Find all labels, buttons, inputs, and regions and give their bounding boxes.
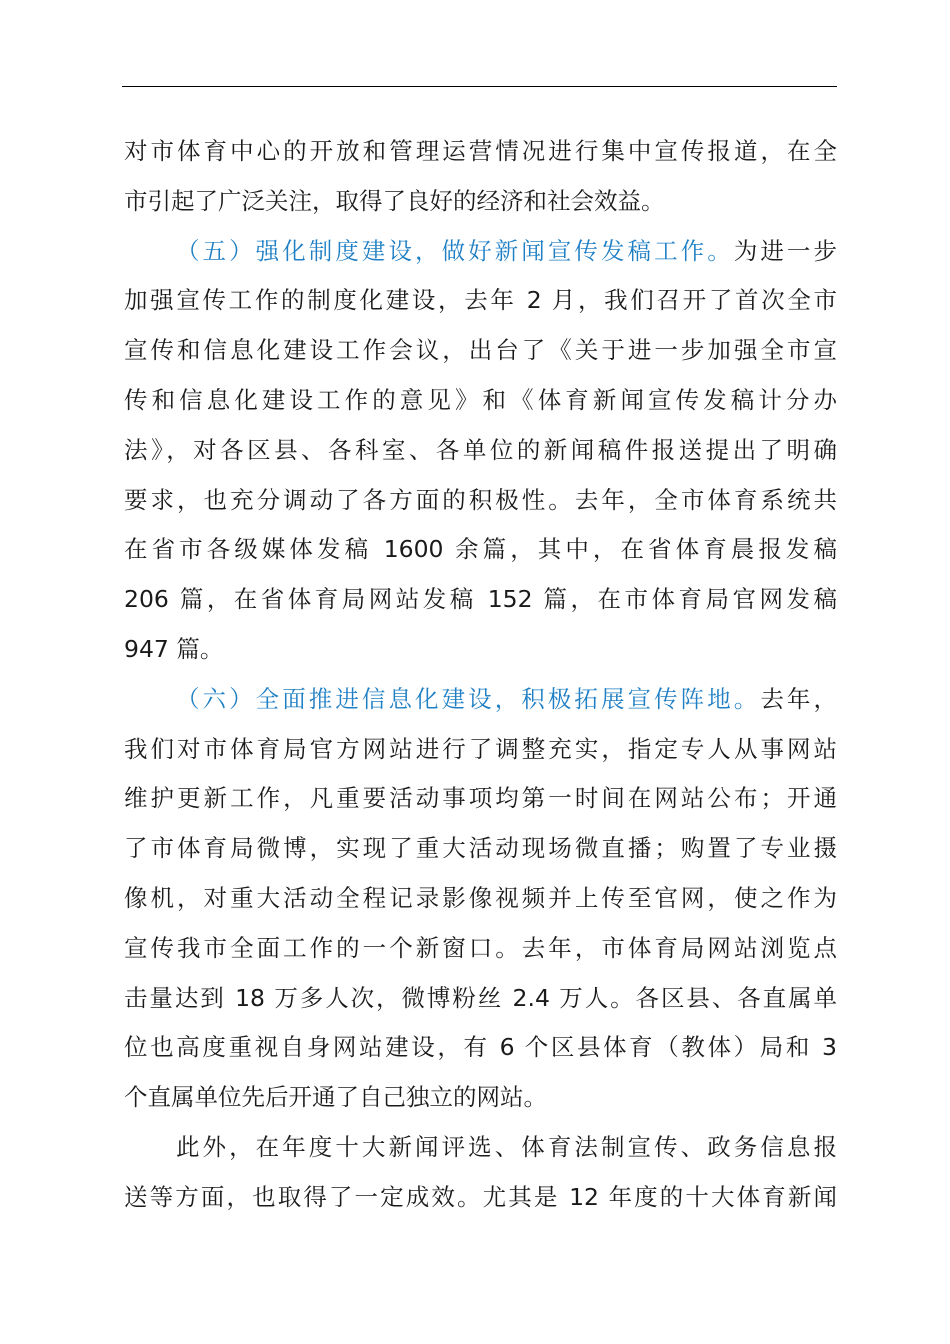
text-line: 947 篇。 [124,634,224,663]
text-line: 宣传和信息化建设工作会议，出台了《关于进一步加强全市宣 [124,336,837,365]
text-line: 对市体育中心的开放和管理运营情况进行集中宣传报道，在全 [124,137,837,165]
text-line: 位也高度重视自身网站建设，有 6 个区县体育（教体）局和 3 [124,1033,837,1062]
text-line: 个直属单位先后开通了自己独立的网站。 [124,1083,547,1112]
text-line: 206 篇，在省体育局网站发稿 152 篇，在市体育局官网发稿 [124,585,837,614]
text-run: 去年， [760,684,837,713]
section-five-line [124,227,837,277]
section-six-line [124,675,837,725]
text-line: 法》，对各区县、各科室、各单位的新闻稿件报送提出了明确 [124,435,837,464]
text-line: 送等方面，也取得了一定成效。尤其是 12 年度的十大体育新闻 [124,1182,837,1211]
text-line: 像机，对重大活动全程记录影像视频并上传至官网，使之作为 [124,883,837,912]
text-line: 在省市各级媒体发稿 1600 余篇，其中，在省体育晨报发稿 [124,535,837,564]
section-heading-five: （五）强化制度建设，做好新闻宣传发稿工作。 [176,236,734,265]
text-line: 要求，也充分调动了各方面的积极性。去年，全市体育系统共 [124,485,837,514]
body-text [124,127,837,1223]
text-run: 为进一步 [733,236,837,265]
section-heading-six: （六）全面推进信息化建设，积极拓展宣传阵地。 [176,684,761,713]
text-line: 维护更新工作，凡重要活动事项均第一时间在网站公布；开通 [124,784,837,813]
text-line: 击量达到 18 万多人次，微博粉丝 2.4 万人。各区县、各直属单 [124,983,837,1012]
text-line: 此外，在年度十大新闻评选、体育法制宣传、政务信息报 [176,1132,837,1161]
text-line: 了市体育局微博，实现了重大活动现场微直播；购置了专业摄 [124,834,837,863]
text-line: 传和信息化建设工作的意见》和《体育新闻宣传发稿计分办 [124,385,837,414]
text-line: 加强宣传工作的制度化建设，去年 2 月，我们召开了首次全市 [124,286,837,315]
text-line: 宣传我市全面工作的一个新窗口。去年，市体育局网站浏览点 [124,933,837,962]
text-line: 市引起了广泛关注，取得了良好的经济和社会效益。 [124,186,665,215]
text-line: 我们对市体育局官方网站进行了调整充实，指定专人从事网站 [124,734,837,763]
header-rule [122,86,837,87]
